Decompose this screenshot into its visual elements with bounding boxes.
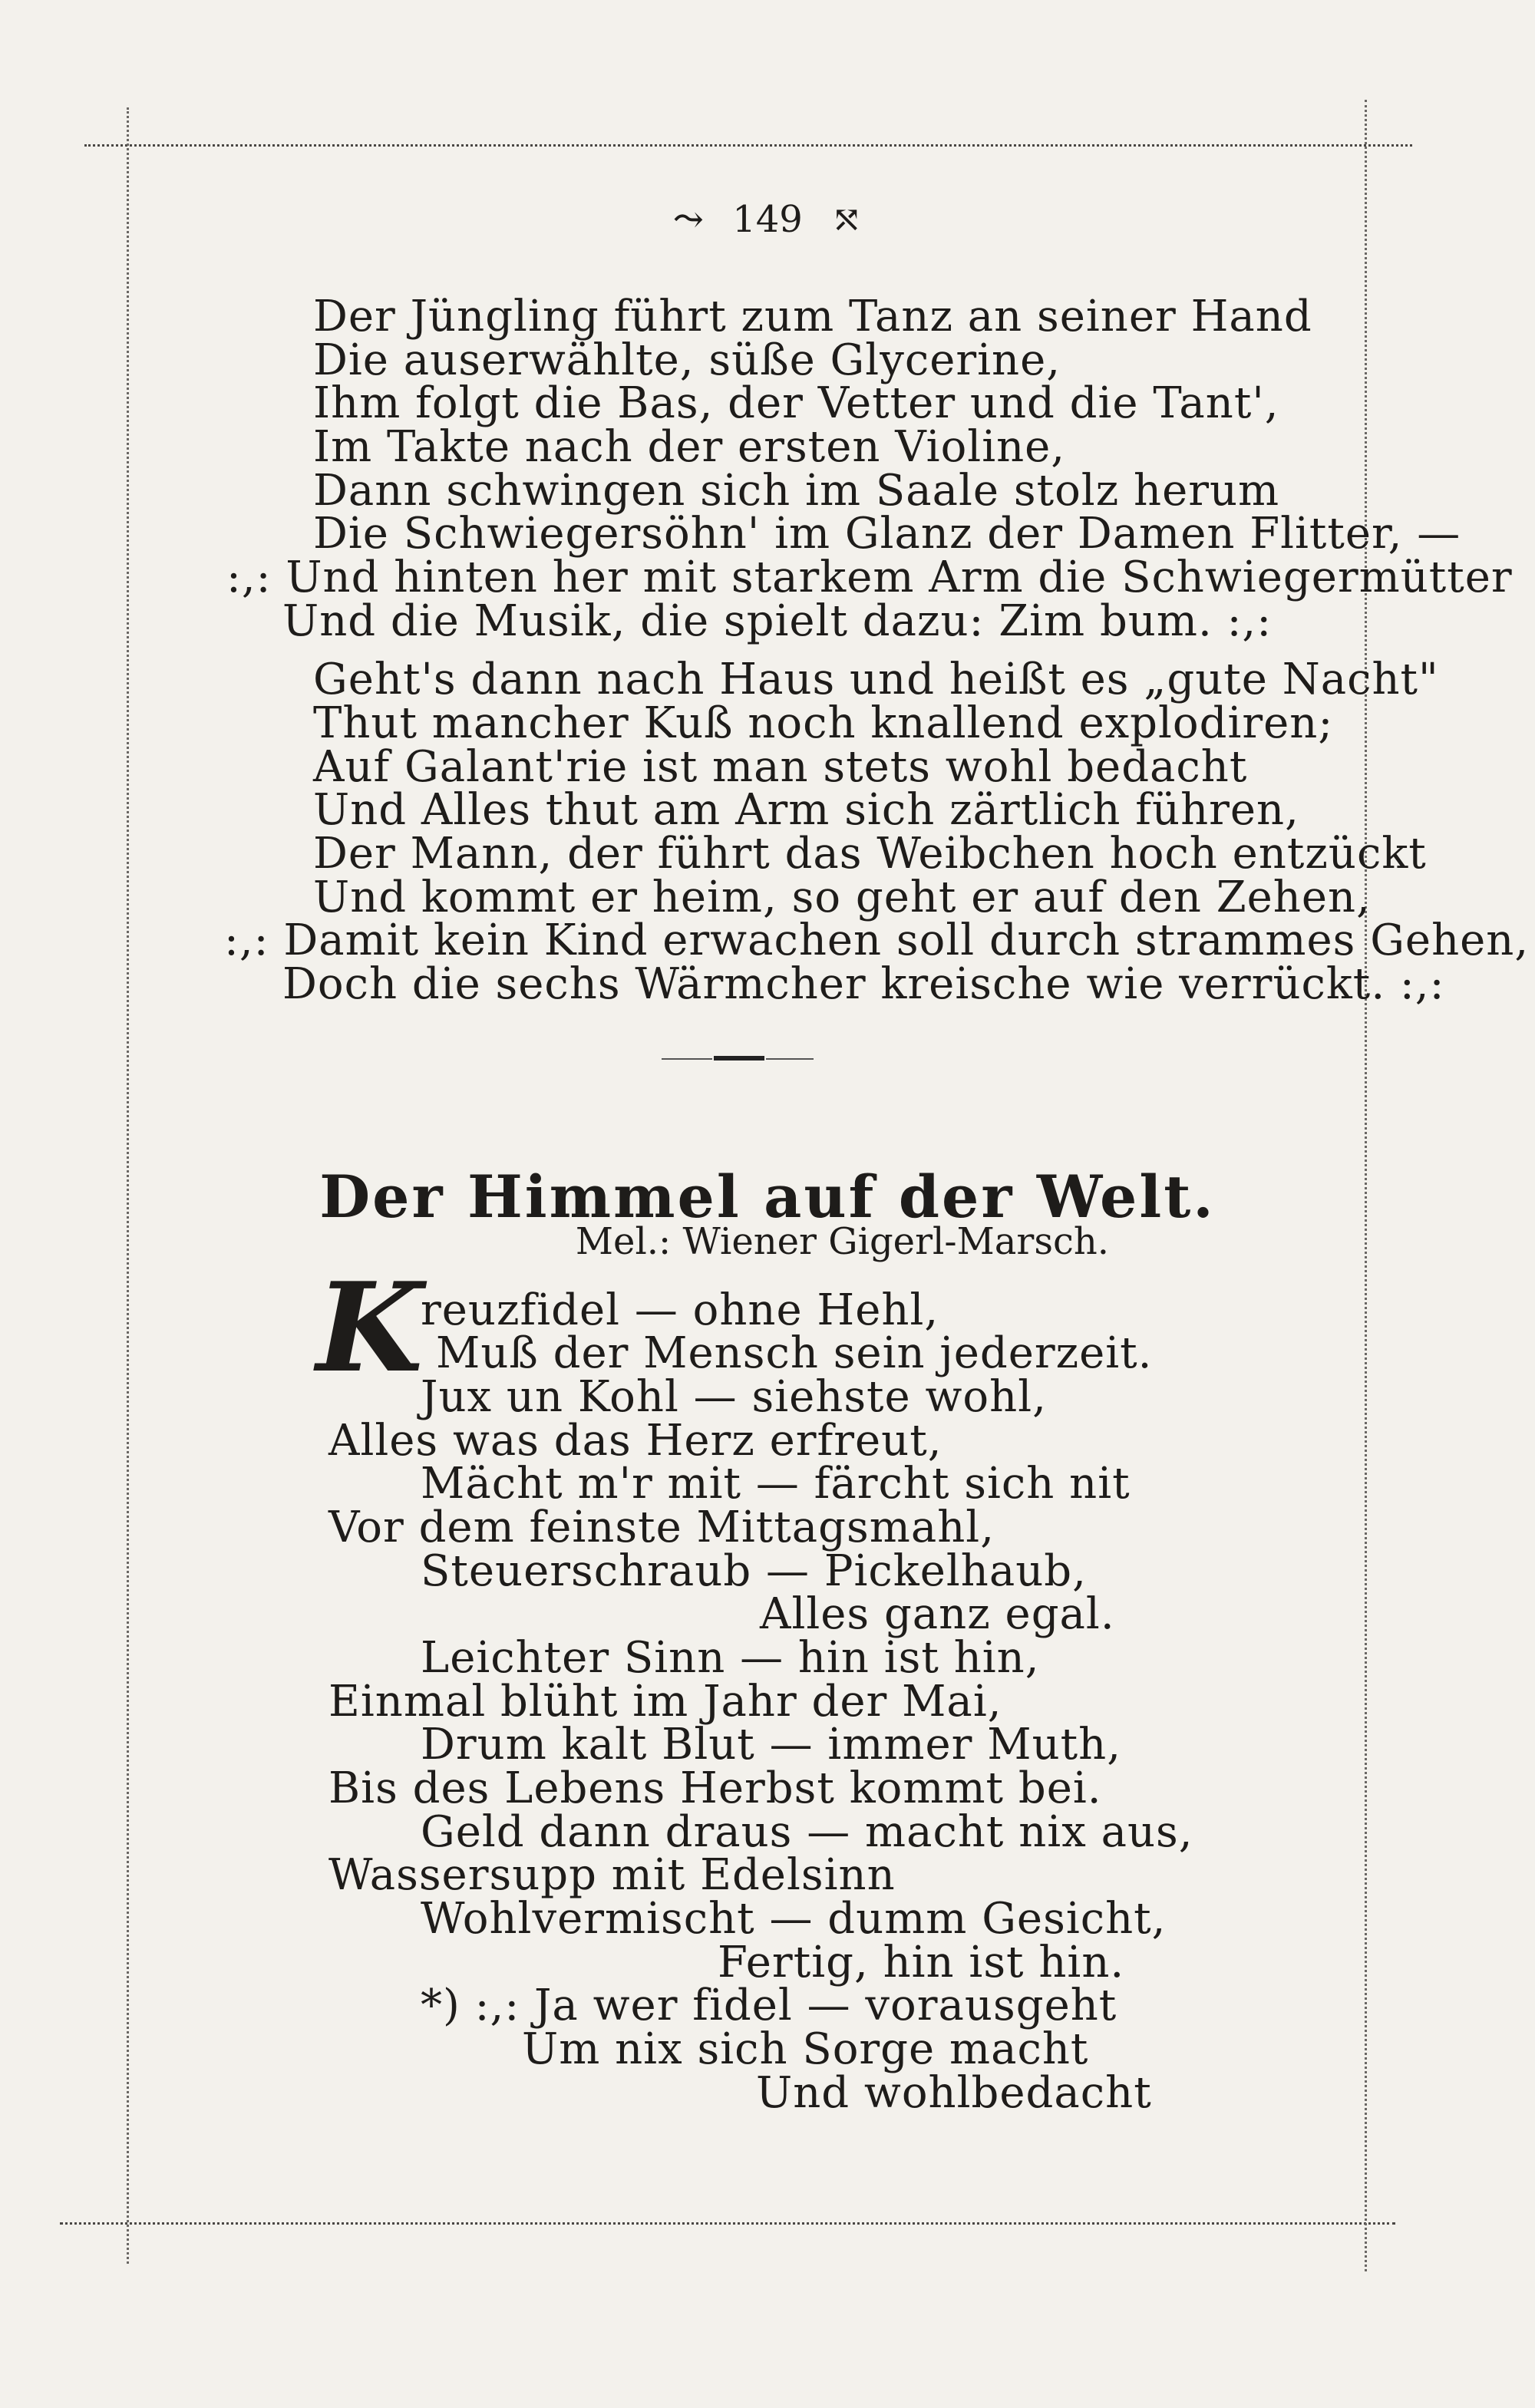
ornament-left-icon: ⤳ [672,198,704,241]
verse-line: *) :,: Ja wer fidel — vorausgeht [421,1981,1117,2030]
verse-line: Mächt m'r mit — färcht sich nit [421,1459,1131,1509]
bottom-border-rule [60,2222,1395,2225]
verse-line: Alles ganz egal. [760,1589,1115,1639]
verse-line: Die Schwiegersöhn' im Glanz der Damen Flitter, — [313,509,1461,559]
verse-line: Bis des Lebens Herbst kommt bei. [328,1763,1102,1813]
verse-line: Dann schwingen sich im Saale stolz herum [313,466,1280,516]
verse-line: Vor dem feinste Mittagsmahl, [328,1503,995,1552]
verse-line: Leichter Sinn — hin ist hin, [421,1633,1040,1683]
verse-line: Und wohlbedacht [756,2068,1152,2118]
verse-line: Die auserwählte, süße Glycerine, [313,335,1061,385]
verse-line: Geld dann draus — macht nix aus, [421,1807,1193,1857]
verse-line: Und Alles thut am Arm sich zärtlich führen, [313,785,1299,835]
page-number-line [0,198,1535,241]
verse-line: Um nix sich Sorge macht [522,2024,1089,2074]
verse-line: Der Mann, der führt das Weibchen hoch entzückt [313,829,1427,879]
verse-line: Der Jüngling führt zum Tanz an seiner Hand [313,292,1312,341]
verse-line: Doch die sechs Wärmcher kreische wie verrückt. :,: [282,959,1445,1009]
verse-line: Im Takte nach der ersten Violine, [313,422,1066,472]
verse-line: Drum kalt Blut — immer Muth, [421,1720,1122,1770]
verse-line: Thut mancher Kuß noch knallend explodiren; [313,698,1334,748]
verse-line: Wohlvermischt — dumm Gesicht, [421,1894,1167,1944]
verse-line: Muß der Mensch sein jederzeit. [436,1328,1153,1378]
verse-line: :,: Und hinten her mit starkem Arm die Schwiegermütter [226,553,1513,602]
verse-line: Und die Musik, die spielt dazu: Zim bum. :,: [282,596,1273,646]
verse-line: :,: Damit kein Kind erwachen soll durch strammes Gehen, [224,915,1530,965]
melody-note: Mel.: Wiener Gigerl-Marsch. [575,1220,1109,1263]
top-border-rule [84,144,1412,147]
verse-line: Alles was das Herz erfreut, [328,1416,942,1466]
verse-line: Jux un Kohl — siehste wohl, [421,1372,1047,1422]
verse-line: Ihm folgt die Bas, der Vetter und die Tant', [313,378,1279,428]
poem-title: Der Himmel auf der Welt. [319,1163,1216,1231]
verse-line: Geht's dann nach Haus und heißt es „gute Nacht" [313,655,1439,704]
ornament-right-icon: ⤲ [831,198,863,241]
drop-cap: K [316,1255,424,1400]
verse-line: Einmal blüht im Jahr der Mai, [328,1677,1002,1727]
verse-line: Wassersupp mit Edelsinn [328,1850,896,1900]
page-number: 149 [732,198,803,241]
verse-line: Fertig, hin ist hin. [718,1938,1125,1987]
verse-line: Und kommt er heim, so geht er auf den Zehen, [313,872,1371,922]
verse-line: Steuerschraub — Pickelhaub, [421,1546,1087,1596]
verse-line: reuzfidel — ohne Hehl, [421,1285,939,1335]
verse-line: Auf Galant'rie ist man stets wohl bedacht [313,742,1248,792]
